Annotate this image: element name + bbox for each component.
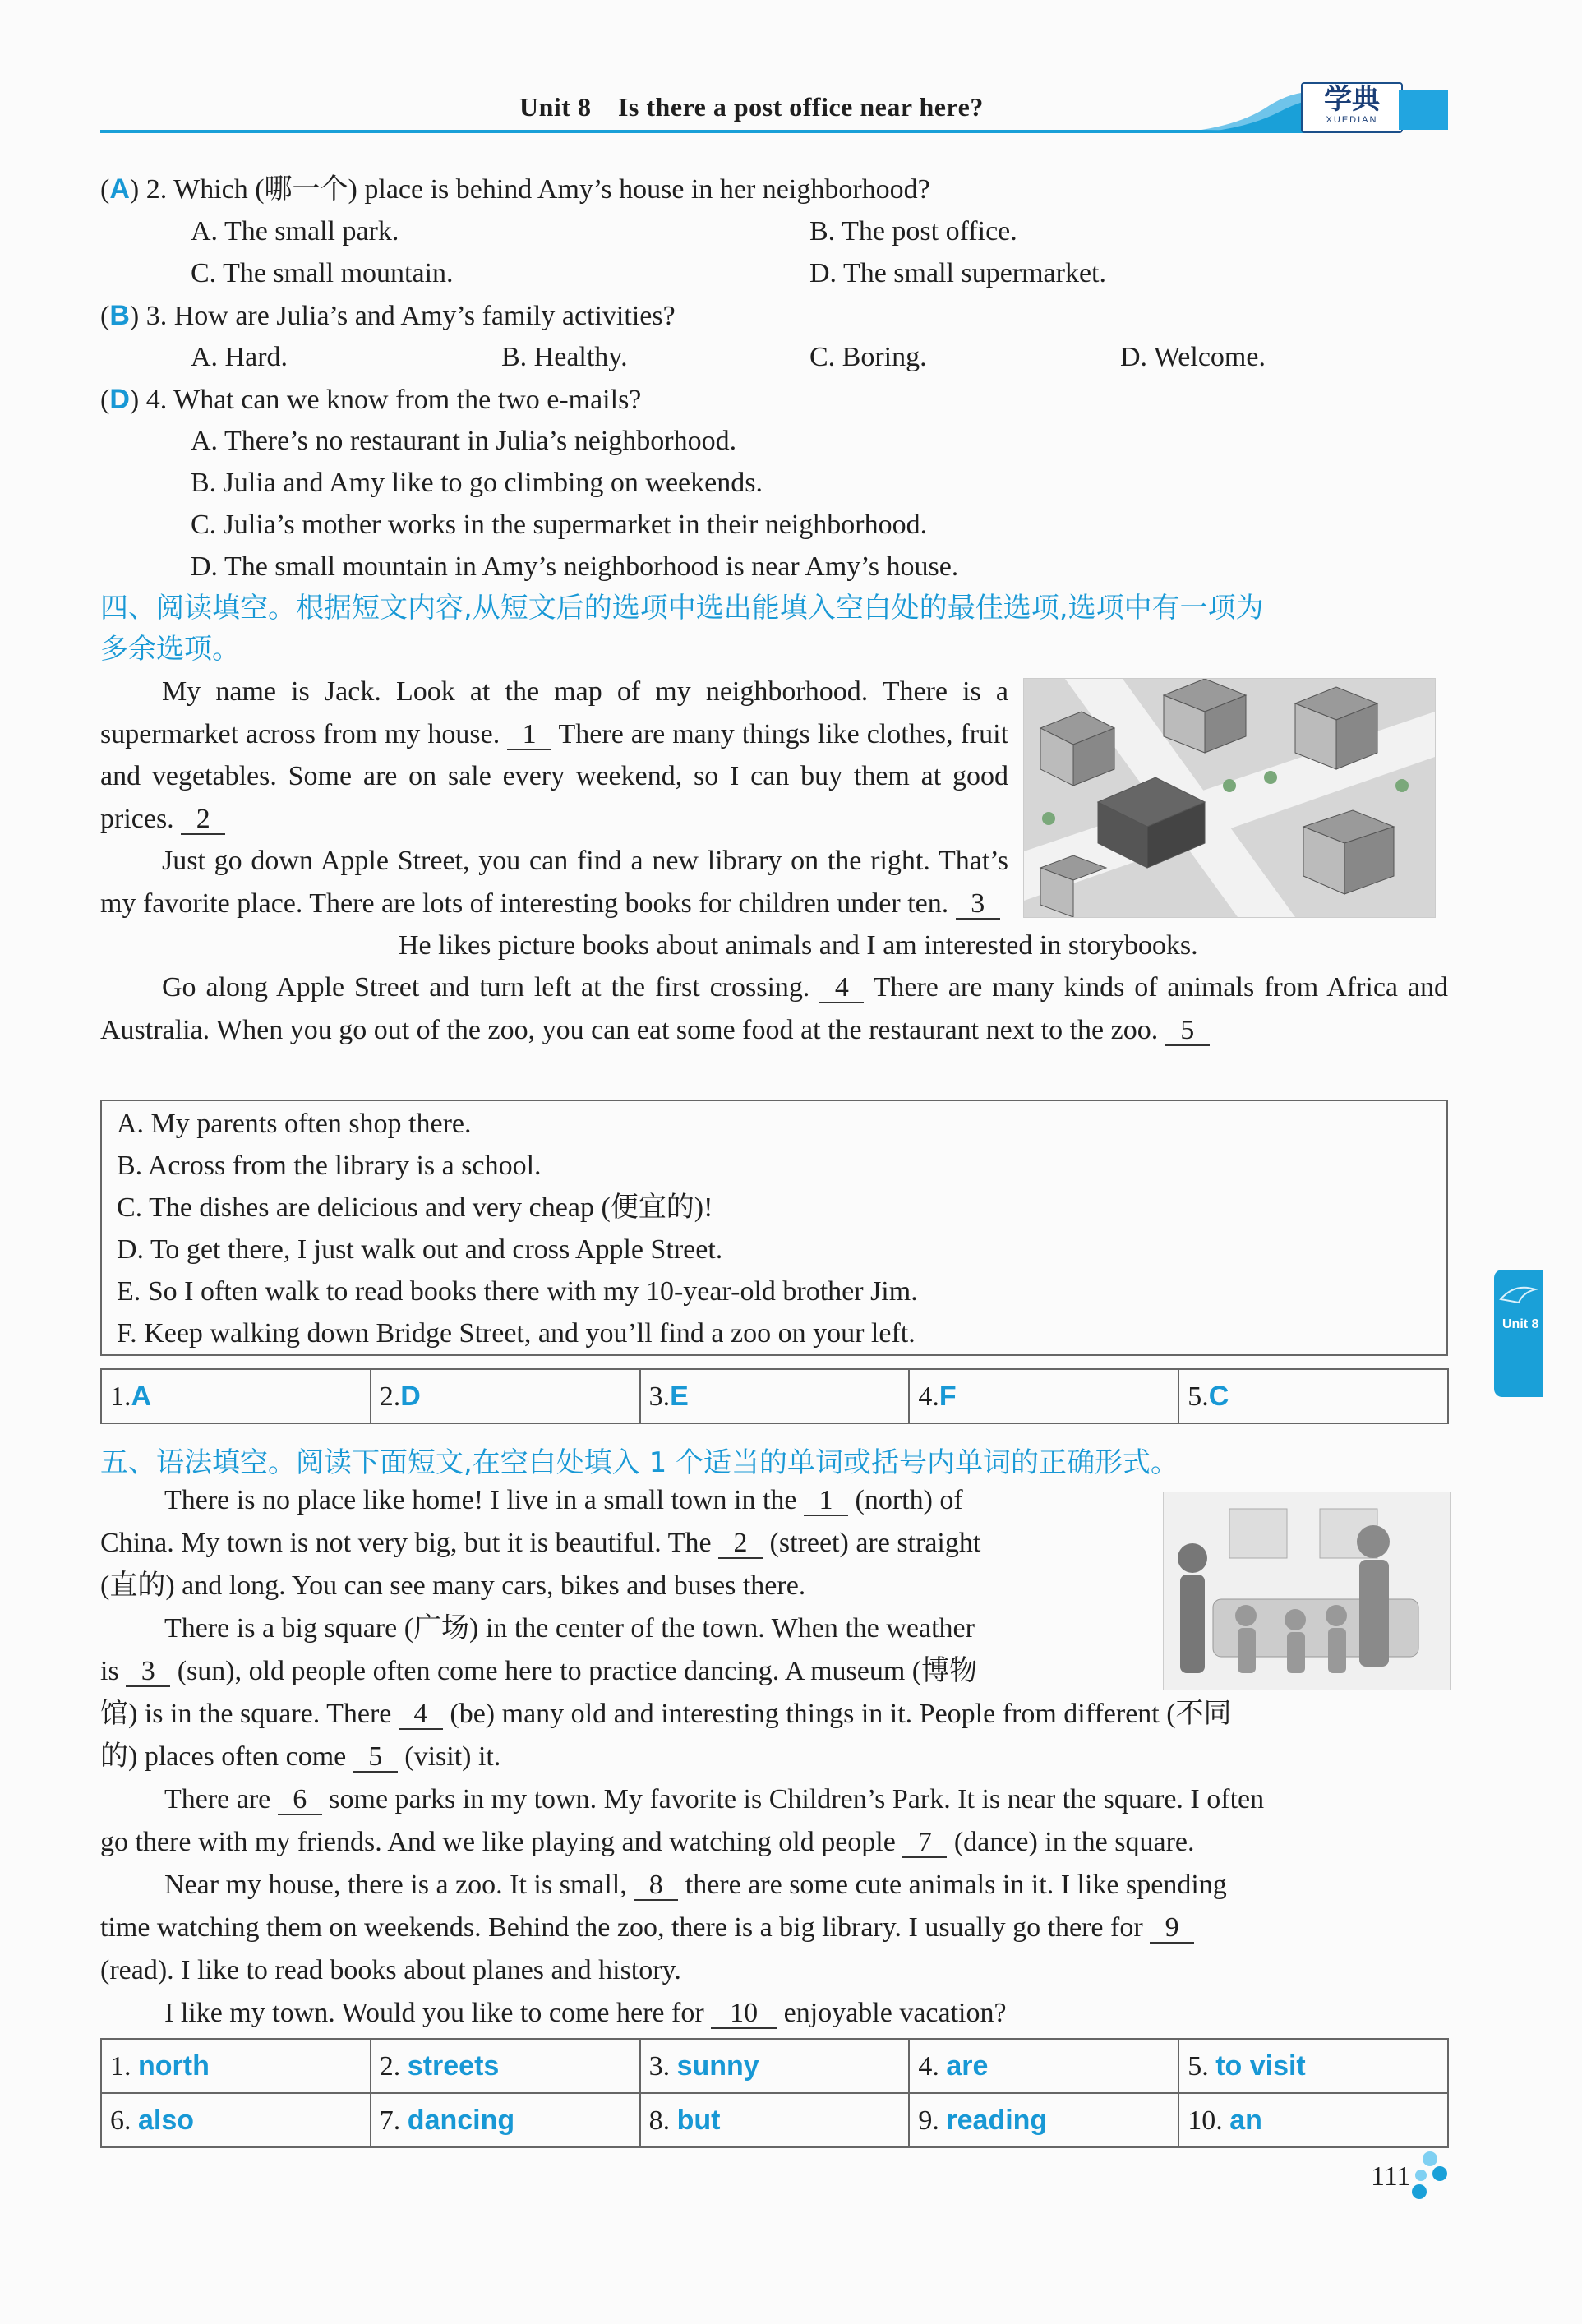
passage-line: I like my town. Would you like to come here for 10 enjoyable vacation? — [164, 1998, 1007, 2028]
option: A. My parents often shop there. — [117, 1109, 472, 1139]
passage-line: Near my house, there is a zoo. It is small, 8 there are some cute animals in it. I like spending — [164, 1870, 1227, 1900]
answer-mark: D — [109, 384, 130, 415]
question-2: (A) 2. Which (哪一个) place is behind Amy’s house in her neighborhood? — [100, 173, 930, 205]
passage-line: go there with my friends. And we like playing and watching old people 7 (dance) in the square. — [100, 1827, 1195, 1857]
option: A. Hard. — [191, 342, 288, 372]
option: B. Across from the library is a school. — [117, 1150, 542, 1181]
answer-cell: 1.A — [101, 1369, 371, 1423]
answer-mark: A — [109, 173, 130, 205]
blank: 10 — [711, 1999, 777, 2029]
answer-cell: 2. streets — [371, 2039, 640, 2093]
blank: 9 — [1150, 1914, 1194, 1944]
question-4: (D) 4. What can we know from the two e-mails? — [100, 384, 642, 415]
answer-cell: 5.C — [1178, 1369, 1448, 1423]
option: A. The small park. — [191, 216, 399, 247]
answer-cell: 7. dancing — [371, 2093, 640, 2147]
header-accent-bar — [1399, 90, 1448, 130]
passage-line: There are 6 some parks in my town. My favorite is Children’s Park. It is near the square. I often — [164, 1784, 1265, 1814]
neighborhood-map-image — [1023, 678, 1436, 918]
blank: 3 — [956, 890, 1000, 920]
answer-cell: 2.D — [371, 1369, 640, 1423]
options-box — [100, 1100, 1448, 1356]
section-4-heading: 四、阅读填空。根据短文内容,从短文后的选项中选出能填入空白处的最佳选项,选项中有一项为 — [100, 592, 1264, 625]
blank: 1 — [507, 721, 551, 750]
question-3: (B) 3. How are Julia’s and Amy’s family activities? — [100, 300, 676, 331]
option: F. Keep walking down Bridge Street, and you’ll find a zoo on your left. — [117, 1318, 916, 1349]
section-5-heading: 五、语法填空。阅读下面短文,在空白处填入 1 个适当的单词或括号内单词的正确形式。 — [100, 1446, 1179, 1479]
section-5-answer-table — [100, 2038, 1449, 2148]
bird-icon — [1494, 1275, 1543, 1316]
publisher-logo: 学典 XUEDIAN — [1301, 82, 1403, 133]
unit-title: Unit 8 Is there a post office near here? — [519, 92, 984, 122]
passage-line: 的) places often come 5 (visit) it. — [100, 1741, 501, 1772]
passage-line: 馆) is in the square. There 4 (be) many old and interesting things in it. People from different (不同 — [100, 1699, 1232, 1729]
passage-paragraph-2-end: He likes picture books about animals and I am interested in storybooks. — [399, 930, 1198, 961]
passage-line: There is a big square (广场) in the center of the town. When the weather — [164, 1613, 975, 1644]
blank: 8 — [634, 1871, 678, 1901]
answer-cell: 3. sunny — [640, 2039, 910, 2093]
option: C. Boring. — [809, 342, 927, 372]
answer-cell: 4.F — [909, 1369, 1178, 1423]
family-illustration-icon — [1164, 1492, 1450, 1690]
passage-paragraph-3: Go along Apple Street and turn left at the first crossing. 4 There are many kinds of animals from Africa and Australia. When you go out of the zoo, you can eat some food at the restaurant next to the zoo. 5 — [100, 972, 1449, 1045]
option: E. So I often walk to read books there with my 10-year-old brother Jim. — [117, 1276, 918, 1307]
option: D. The small mountain in Amy’s neighborhood is near Amy’s house. — [191, 551, 959, 582]
header-rule — [100, 130, 1349, 133]
answer-cell: 4. are — [909, 2039, 1178, 2093]
blank: 5 — [353, 1743, 398, 1773]
option: D. To get there, I just walk out and cross Apple Street. — [117, 1234, 723, 1265]
answer-cell: 6. also — [101, 2093, 371, 2147]
answer-mark: B — [109, 300, 130, 331]
blank: 1 — [804, 1487, 848, 1516]
wave-decoration-icon — [1201, 90, 1317, 131]
answer-cell: 3.E — [640, 1369, 910, 1423]
option: D. Welcome. — [1120, 342, 1266, 372]
passage-line: (直的) and long. You can see many cars, bikes and buses there. — [100, 1570, 806, 1601]
blank: 2 — [718, 1529, 763, 1559]
passage-line: time watching them on weekends. Behind the zoo, there is a big library. I usually go there for 9 — [100, 1911, 1194, 1944]
option: B. The post office. — [809, 216, 1017, 247]
option: B. Julia and Amy like to go climbing on weekends. — [191, 468, 763, 498]
section-4-answer-table — [100, 1368, 1449, 1424]
section-4-heading-cont: 多余选项。 — [100, 633, 240, 666]
unit-side-tab: Unit 8 — [1494, 1270, 1543, 1397]
dots-decoration-icon — [1409, 2149, 1451, 2206]
answer-cell: 10. an — [1178, 2093, 1448, 2147]
passage-line: China. My town is not very big, but it is beautiful. The 2 (street) are straight — [100, 1528, 981, 1558]
blank: 3 — [126, 1658, 170, 1687]
blank: 4 — [819, 974, 864, 1003]
answer-cell: 5. to visit — [1178, 2039, 1448, 2093]
passage-paragraph-1: My name is Jack. Look at the map of my neighborhood. There is a supermarket across from my house. 1 There are many things like clothes, fruit and vegetables. Some are on sale every weekend, so I can buy them at good prices. 2 — [100, 676, 1009, 834]
blank: 6 — [278, 1786, 322, 1815]
passage-line: is 3 (sun), old people often come here to practice dancing. A museum (博物 — [100, 1656, 978, 1686]
passage-paragraph-2: Just go down Apple Street, you can find a new library on the right. That’s my favorite place. There are lots of interesting books for children under ten. 3 — [100, 846, 1008, 919]
city-map-icon — [1024, 679, 1435, 917]
blank: 7 — [902, 1828, 947, 1858]
answer-cell: 8. but — [640, 2093, 910, 2147]
option: A. There’s no restaurant in Julia’s neighborhood. — [191, 426, 737, 456]
passage-line: There is no place like home! I live in a small town in the 1 (north) of — [164, 1485, 963, 1515]
option: C. The small mountain. — [191, 258, 454, 288]
page-number: 111 — [1371, 2161, 1411, 2192]
option: C. Julia’s mother works in the supermarket in their neighborhood. — [191, 510, 928, 540]
blank: 2 — [181, 805, 225, 835]
option: C. The dishes are delicious and very cheap (便宜的)! — [117, 1192, 713, 1223]
passage-line: (read). I like to read books about planes and history. — [100, 1955, 681, 1985]
blank: 5 — [1165, 1017, 1210, 1046]
answer-cell: 9. reading — [909, 2093, 1178, 2147]
page-header — [100, 82, 1448, 140]
option: D. The small supermarket. — [809, 258, 1107, 288]
museum-family-image — [1163, 1492, 1451, 1690]
answer-cell: 1. north — [101, 2039, 371, 2093]
blank: 4 — [399, 1700, 443, 1730]
option: B. Healthy. — [501, 342, 628, 372]
